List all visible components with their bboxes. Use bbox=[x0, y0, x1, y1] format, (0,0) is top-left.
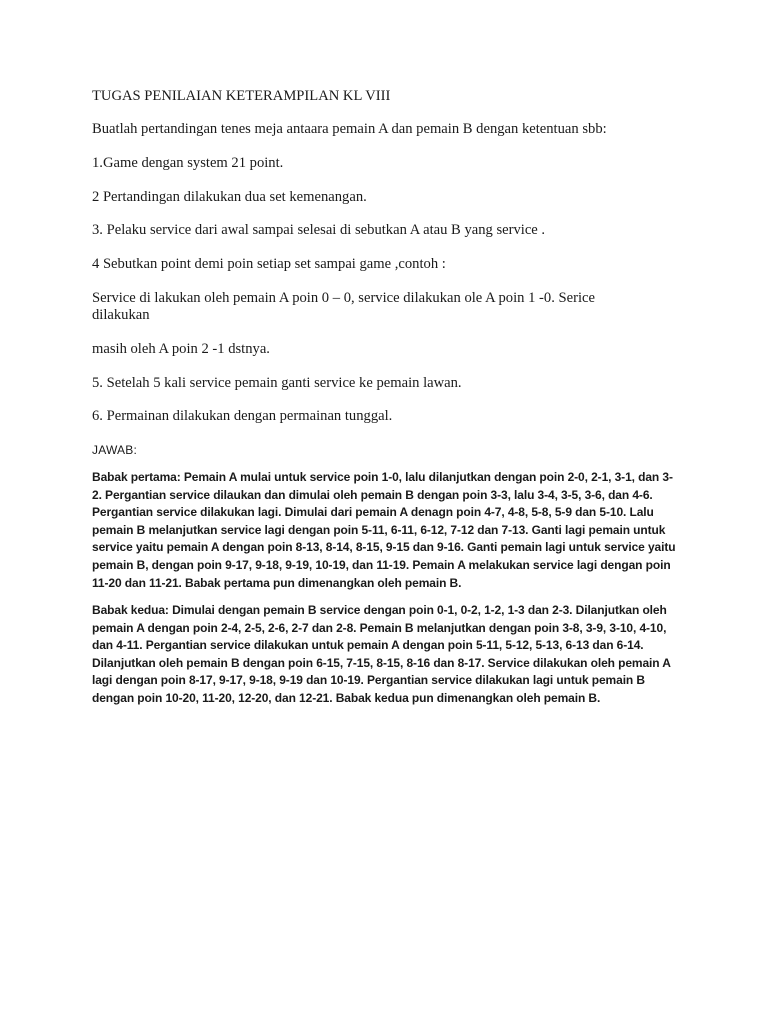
answer-babak-pertama: Babak pertama: Pemain A mulai untuk service poin 1-0, lalu dilanjutkan dengan poin 2-0, 2-1, 3-1, dan 3-2. Pergantian service dilaukan dan dimulai oleh pemain B dengan poin 3-3, lalu 3-4, 3-5, 3-6, dan 4-6. Pergantian service dilakukan lagi. Dimulai dari pemain A denagn poin 4-7, 4-8, 5-8, 5-9 dan 5-10. Lalu pemain B melanjutkan service lagi dengan poin 5-11, 6-11, 6-12, 7-12 dan 7-13. Ganti lagi pemain untuk service yaitu pemain A dengan poin 8-13, 8-14, 8-15, 9-15 dan 9-16. Ganti pemain lagi untuk service yaitu pemain B, dengan poin 9-17, 9-18, 9-19, 10-19, dan 11-19. Pemain A melakukan service lagi dengan poin 11-20 dan 11-21. Babak pertama pun dimenangkan oleh pemain B. bbox=[92, 470, 676, 590]
rule-item-1: 1.Game dengan system 21 point. bbox=[92, 155, 284, 171]
rule-example: Service di lakukan oleh pemain A poin 0 – 0, service dilakukan ole A poin 1 -0. Serice dilakukan bbox=[92, 290, 595, 323]
rule-item-4: 4 Sebutkan point demi poin setiap set sampai game ,contoh : bbox=[92, 256, 446, 272]
answer-babak-kedua: Babak kedua: Dimulai dengan pemain B service dengan poin 0-1, 0-2, 1-2, 1-3 dan 2-3. Dilanjutkan oleh pemain A dengan poin 2-4, 2-5, 2-6, 2-7 dan 2-8. Pemain B melanjutkan dengan poin 3-8, 3-9, 3-10, 4-10, dan 4-11. Pergantian service dilakukan untuk pemain A dengan poin 5-11, 5-12, 5-13, 6-13 dan 6-14. Dilanjutkan oleh pemain B dengan poin 6-15, 7-15, 8-15, 8-16 dan 8-17. Service dilakukan oleh pemain A lagi dengan poin 8-17, 9-17, 9-18, 9-19 dan 10-19. Pergantian service dilakukan lagi untuk pemain B dengan poin 10-20, 11-20, 12-20, dan 12-21. Babak kedua pun dimenangkan oleh pemain B. bbox=[92, 603, 671, 705]
document-title: TUGAS PENILAIAN KETERAMPILAN KL VIII bbox=[92, 88, 391, 104]
intro-text: Buatlah pertandingan tenes meja antaara pemain A dan pemain B dengan ketentuan sbb: bbox=[92, 121, 607, 137]
rule-item-2: 2 Pertandingan dilakukan dua set kemenangan. bbox=[92, 189, 367, 205]
jawab-label: JAWAB: bbox=[92, 443, 137, 457]
rule-item-3: 3. Pelaku service dari awal sampai selesai di sebutkan A atau B yang service . bbox=[92, 222, 546, 238]
rule-item-5: 5. Setelah 5 kali service pemain ganti service ke pemain lawan. bbox=[92, 375, 462, 391]
rule-example-continued: masih oleh A poin 2 -1 dstnya. bbox=[92, 341, 270, 357]
rule-item-6: 6. Permainan dilakukan dengan permainan tunggal. bbox=[92, 408, 393, 424]
